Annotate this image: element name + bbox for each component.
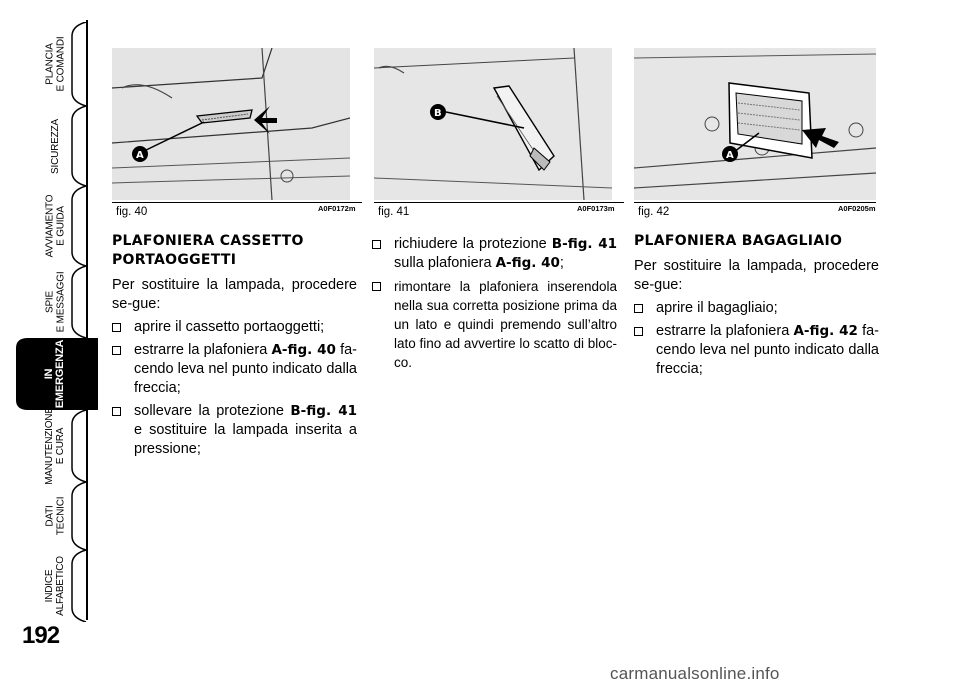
column-glovebox-lamp [112, 232, 357, 459]
tab-manutenzione[interactable] [12, 407, 98, 485]
tab-sicurezza[interactable] [12, 106, 98, 186]
step-list [634, 299, 879, 379]
section-title: PLAFONIERA CASSETTO PORTAOGGETTI [112, 233, 304, 268]
intro-text: Per sostituire la lampada, procedere se-gue: [112, 277, 357, 312]
tab-dati[interactable] [12, 482, 98, 550]
tab-label: IN EMERGENZA [42, 339, 66, 409]
list-item: richiudere la protezione B-fig. 41 sulla plafoniera A-fig. 40; [372, 235, 617, 273]
watermark[interactable]: carmanualsonline.info [610, 664, 780, 683]
figure-reference: B-fig. 41 [290, 403, 357, 419]
figure-reference: A-fig. 40 [271, 342, 336, 358]
tab-plancia[interactable] [12, 22, 98, 106]
page-number: 192 [22, 622, 60, 649]
list-item: rimontare la plafoniera inserendola nella sua corretta posizione prima da un lato e quindi premendo sull’altro lato fino ad avvertire lo scatto di bloc-co. [372, 277, 617, 372]
checkbox-bullet-icon [112, 407, 121, 416]
checkbox-bullet-icon [634, 327, 643, 336]
figure-42-image [634, 48, 876, 200]
tab-spie[interactable] [12, 266, 98, 338]
step-list [112, 318, 357, 459]
figure-42-callout: A [726, 150, 734, 161]
tab-label: MANUTENZIONE E CURA [43, 407, 66, 485]
figure-40-code: A0F0172m [318, 204, 356, 213]
figure-reference: A-fig. 42 [793, 323, 858, 339]
figure-42-code: A0F0205m [838, 204, 876, 213]
section-tabs [0, 0, 100, 692]
checkbox-bullet-icon [372, 282, 381, 291]
column-trunk-lamp [634, 232, 879, 379]
checkbox-bullet-icon [112, 323, 121, 332]
figure-41-callout: B [434, 108, 442, 119]
tab-indice[interactable] [12, 550, 98, 622]
figure-reference: A-fig. 40 [495, 255, 560, 271]
figure-reference: B-fig. 41 [551, 236, 617, 252]
list-item: aprire il cassetto portaoggetti; [112, 318, 357, 337]
figure-40-label: fig. 40 [116, 206, 148, 218]
tab-label: DATI TECNICI [43, 496, 66, 536]
checkbox-bullet-icon [634, 304, 643, 313]
figure-40-callout: A [136, 150, 144, 161]
figure-41-code: A0F0173m [577, 204, 615, 213]
step-list [372, 235, 617, 372]
figure-40-caption-rule [112, 202, 362, 203]
figure-41-image [374, 48, 612, 200]
list-item: estrarre la plafoniera A-fig. 42 fa-cendo leva nel punto indicato dalla freccia; [634, 322, 879, 379]
list-item: sollevare la protezione B-fig. 41 e sostituire la lampada inserita a pressione; [112, 402, 357, 459]
list-item: estrarre la plafoniera A-fig. 40 fa-cendo leva nel punto indicato dalla freccia; [112, 341, 357, 398]
section-title: PLAFONIERA BAGAGLIAIO [634, 233, 843, 249]
checkbox-bullet-icon [112, 346, 121, 355]
figure-42-label: fig. 42 [638, 206, 670, 218]
tab-label: SPIE E MESSAGGI [43, 271, 66, 333]
tab-label: INDICE ALFABETICO [44, 556, 66, 616]
checkbox-bullet-icon [372, 240, 381, 249]
figure-42-caption-rule [634, 202, 876, 203]
figure-40-image [112, 48, 350, 200]
figure-41-label: fig. 41 [378, 206, 410, 218]
tab-emergenza[interactable] [12, 338, 98, 410]
tab-label: AVVIAMENTO E GUIDA [44, 194, 66, 258]
intro-text: Per sostituire la lampada, procedere se-gue: [634, 258, 879, 293]
list-item: aprire il bagagliaio; [634, 299, 879, 318]
tab-avviamento[interactable] [12, 186, 98, 266]
column-steps-continued [372, 235, 617, 372]
tab-label: SICUREZZA [49, 118, 61, 174]
figure-41-caption-rule [374, 202, 624, 203]
tab-label: PLANCIA E COMANDI [44, 36, 66, 92]
